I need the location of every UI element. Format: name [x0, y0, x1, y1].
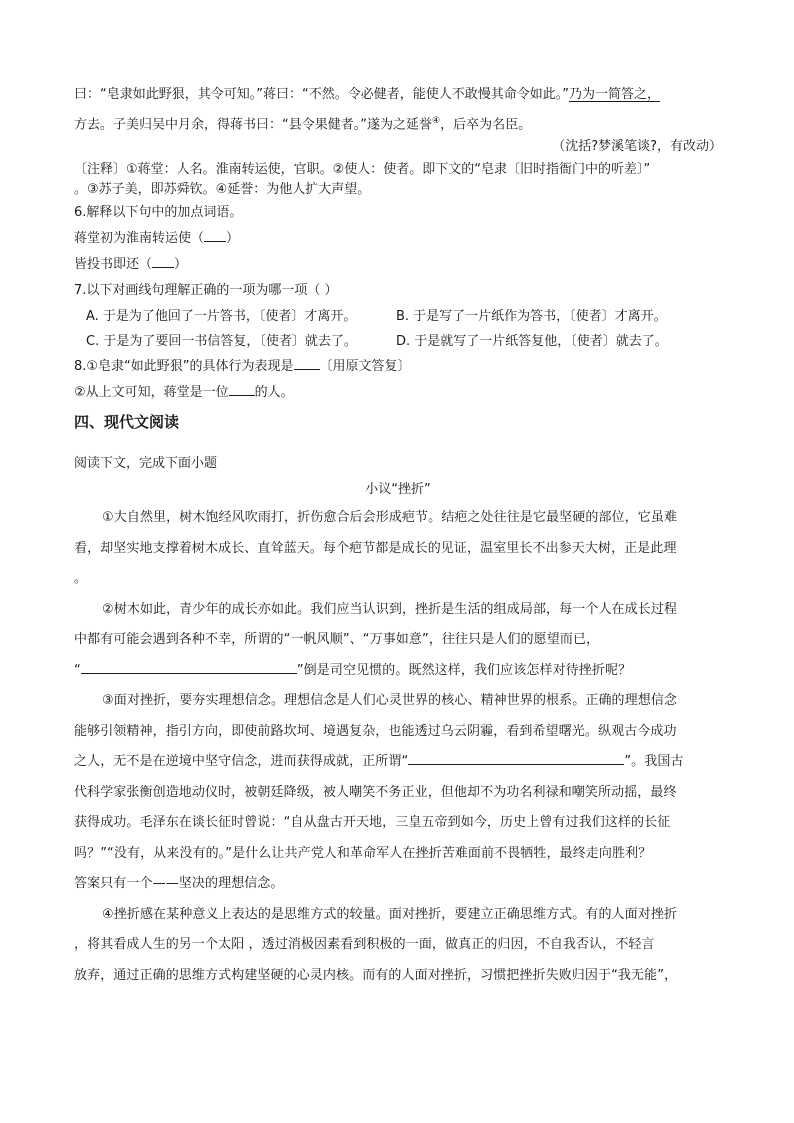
article-p1-line-1: ①大自然里，树木饱经风吹雨打，折伤愈合后会形成疤节。结疤之处往往是它最坚硬的部位，它虽难 [102, 510, 678, 525]
article-title: 小议“挫折” [365, 482, 431, 497]
answer-blank[interactable] [229, 381, 255, 396]
answer-blank[interactable] [204, 227, 226, 242]
document-page [74, 82, 722, 991]
option-c[interactable]: C. 于是为了要回一书信答复，〔使者〕就去了。 [86, 334, 357, 349]
notes-line-1: 〔注释〕①蒋堂：人名。淮南转运使，官职。②使人：使者。即下文的“皂隶〔旧时指衙门中的听差〕” [74, 162, 651, 177]
article-p2-line-2: 中都有可能会遇到各种不幸，所谓的“一帆风顺”、“万事如意”，往往只是人们的愿望而已， [74, 632, 600, 647]
question-text: ） [174, 257, 188, 272]
question-text: 〔用原文答复〕 [319, 359, 411, 374]
article-p3-line-4: 代科学家张衡创造地动仪时，被朝廷降级，被人嘲笑不务正业，但他却不为功名利禄和嘲笑所动摇，最终 [74, 784, 677, 800]
article-p3-line-1: ③面对挫折，要夯实理想信念。理想信念是人们心灵世界的核心、精神世界的根系。正确的理想信念 [102, 693, 678, 708]
article-p2-line-1: ②树木如此，青少年的成长亦如此。我们应当认识到，挫折是生活的组成局部，每一个人在成长过程 [102, 601, 678, 617]
article-p4-line-2: ，将其看成人生的另一个太阳 ，透过消极因素看到积极的一面，做真正的归因，不自我否认，不轻言 [74, 937, 655, 952]
passage-line-1 [74, 82, 722, 108]
question-6-item-b [74, 252, 722, 278]
passage-line-2 [74, 108, 722, 134]
article-p3-line-3 [74, 747, 722, 778]
question-7-options-row-1 [74, 304, 722, 329]
article-p4-line-1: ④挫折感在某种意义上表达的是思维方式的较量。面对挫折，要建立正确思维方式。有的人面对挫折 [102, 906, 678, 922]
article-p4-line-3: 放弃，通过正确的思维方式构建坚硬的心灵内核。而有的人面对挫折，习惯把挫折失败归因于“我无能”， [74, 967, 678, 983]
answer-blank[interactable] [81, 659, 297, 674]
question-text: 8.①皂隶“如此野狠”的具体行为表现是 [74, 359, 294, 374]
answer-blank[interactable] [408, 750, 624, 765]
question-text: ②从上文可知，蒋堂是一位 [74, 385, 229, 400]
option-d[interactable]: D. 于是就写了一片纸答复他，〔使者〕就去了。 [396, 334, 668, 349]
underlined-sentence: 乃为一简答之， [568, 87, 660, 102]
question-6-item-a [74, 226, 722, 252]
answer-blank[interactable] [152, 253, 174, 268]
article-p1-line-3: 。 [74, 571, 88, 586]
answer-blank[interactable] [294, 355, 320, 370]
question-text: ） [226, 231, 240, 246]
question-7-options-row-2 [74, 329, 722, 354]
question-8-item-1 [74, 354, 722, 380]
question-7-title: 7.以下对画线句理解正确的一项为哪一项（ ） [74, 283, 338, 298]
passage-text: 曰：“皂隶如此野狠，其令可知。”蒋曰：“不然。令必健者，能使人不敢慢其命令如此。” [74, 87, 569, 102]
passage-text: ，后卒为名臣。 [440, 117, 532, 133]
article-p3-line-7: 答案只有一个——坚决的理想信念。 [74, 876, 284, 891]
article-p3-line-5: 获得成功。毛泽东在谈长征时曾说：“自从盘古开天地，三皇五帝到如今，历史上曾有过我们这样的长征 [74, 815, 671, 830]
article-text: ”。我国古 [624, 754, 684, 769]
section-instruction: 阅读下文，完成下面小题 [74, 456, 218, 471]
option-b[interactable]: B. 于是写了一片纸作为答书，〔使者〕才离开。 [396, 309, 667, 324]
article-p3-line-2: 能够引领精神，指引方向，即使前路坎坷、境遇复杂，也能透过乌云阴霾，看到希望曙光。纵观古今成功 [74, 723, 677, 739]
article-p1-line-2: 看，却坚实地支撑着树木成长、直耸蓝天。每个疤节都是成长的见证，温室里长不出参天大树，正是此理 [74, 540, 677, 556]
section-heading: 四、现代文阅读 [74, 413, 180, 431]
article-text: ”倒是司空见惯的。既然这样，我们应该怎样对待挫折呢？ [296, 662, 632, 678]
footnote-marker: ④ [431, 116, 441, 126]
option-a[interactable]: A. 于是为了他回了一片答书，〔使者〕才离开。 [86, 309, 357, 324]
question-text: 蒋堂初为淮南转运使（ [74, 231, 205, 246]
article-text: “ [74, 662, 81, 678]
question-text: 皆投书即还（ [74, 257, 153, 272]
passage-source: （沈括?梦溪笔谈?，有改动） [552, 139, 722, 154]
question-6-title: 6.解释以下句中的加点词语。 [74, 205, 243, 220]
article-p3-line-6: 吗？”“没有，从来没有的。”是什么让共产党人和革命军人在挫折苦难面前不畏牺牲，最终走向胜利？ [74, 845, 652, 861]
question-text: 的人。 [254, 385, 294, 400]
passage-text: 方去。子美归吴中月余，得蒋书曰：“县令果健者。”遂为之延誉 [74, 117, 432, 133]
notes-line-2: 。③苏子美，即苏舜钦。④延誉：为他人扩大声望。 [74, 182, 371, 197]
article-text: 之人，无不是在逆境中坚守信念，进而获得成就，正所谓“ [74, 754, 409, 769]
article-p2-line-3 [74, 656, 722, 687]
question-8-item-2 [74, 380, 722, 406]
